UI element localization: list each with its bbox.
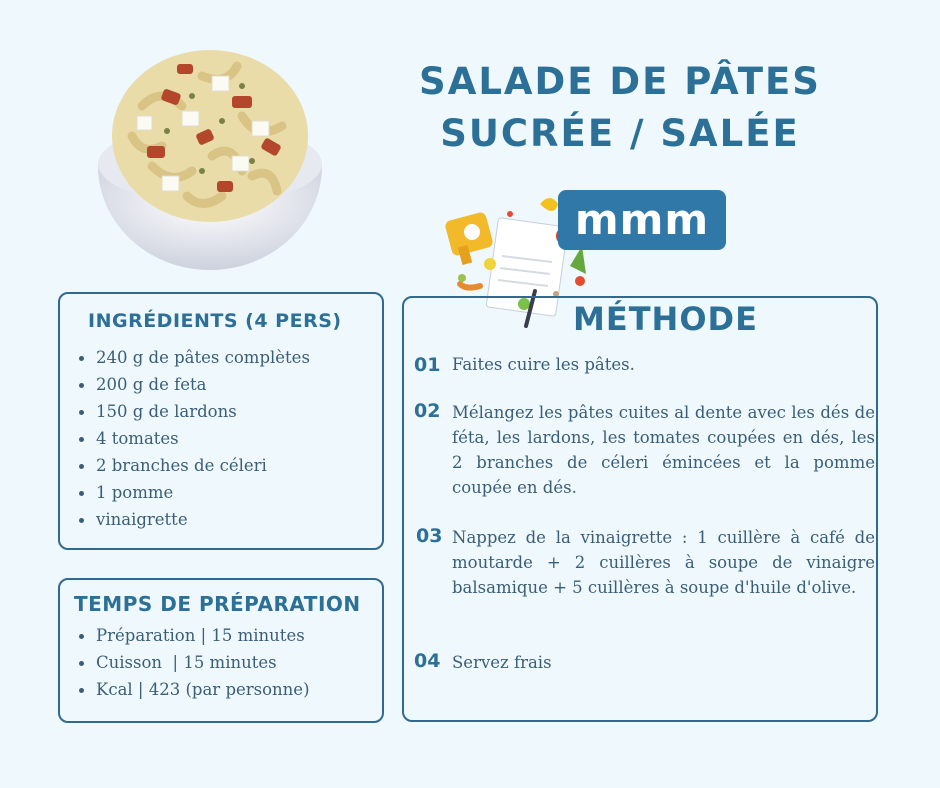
step-text: Nappez de la vinaigrette : 1 cuillère à café de moutarde + 2 cuillères à soupe de vinaigre balsamique + 5 cuillères à soupe d'huile d'olive. xyxy=(452,528,875,597)
list-item: 4 tomates xyxy=(76,425,310,452)
method-title: MÉTHODE xyxy=(573,300,758,338)
ingredients-list xyxy=(76,344,310,533)
step-text: Servez frais xyxy=(452,653,552,672)
title-line-1: SALADE DE PÂTES xyxy=(419,60,821,103)
step-text: Mélangez les pâtes cuites al dente avec les dés de féta, les lardons, les tomates coupées en dés, les 2 branches de céleri émincées et la pomme coupée en dés. xyxy=(452,403,875,497)
step-number: 03 xyxy=(416,525,443,547)
title-line-2: SUCRÉE / SALÉE xyxy=(440,112,800,155)
step-text: Faites cuire les pâtes. xyxy=(452,355,635,374)
step-number: 01 xyxy=(414,354,441,376)
list-item: vinaigrette xyxy=(76,506,310,533)
preparation-list xyxy=(76,622,310,703)
list-item: 1 pomme xyxy=(76,479,310,506)
list-item: 240 g de pâtes complètes xyxy=(76,344,310,371)
list-item: Préparation | 15 minutes xyxy=(76,622,310,649)
preparation-time-card xyxy=(58,578,384,723)
recipe-title xyxy=(405,56,835,160)
step-number: 04 xyxy=(414,650,441,672)
list-item: Cuisson | 15 minutes xyxy=(76,649,310,676)
step-number: 02 xyxy=(414,400,441,422)
ingredients-title: INGRÉDIENTS (4 PERS) xyxy=(88,310,342,332)
list-item: 150 g de lardons xyxy=(76,398,310,425)
list-item: 200 g de feta xyxy=(76,371,310,398)
preparation-title: TEMPS DE PRÉPARATION xyxy=(74,592,361,616)
list-item: 2 branches de céleri xyxy=(76,452,310,479)
ingredients-card xyxy=(58,292,384,550)
mmm-badge: mmm xyxy=(558,190,726,250)
list-item: Kcal | 423 (par personne) xyxy=(76,676,310,703)
pasta-salad-bowl-image xyxy=(92,36,328,272)
